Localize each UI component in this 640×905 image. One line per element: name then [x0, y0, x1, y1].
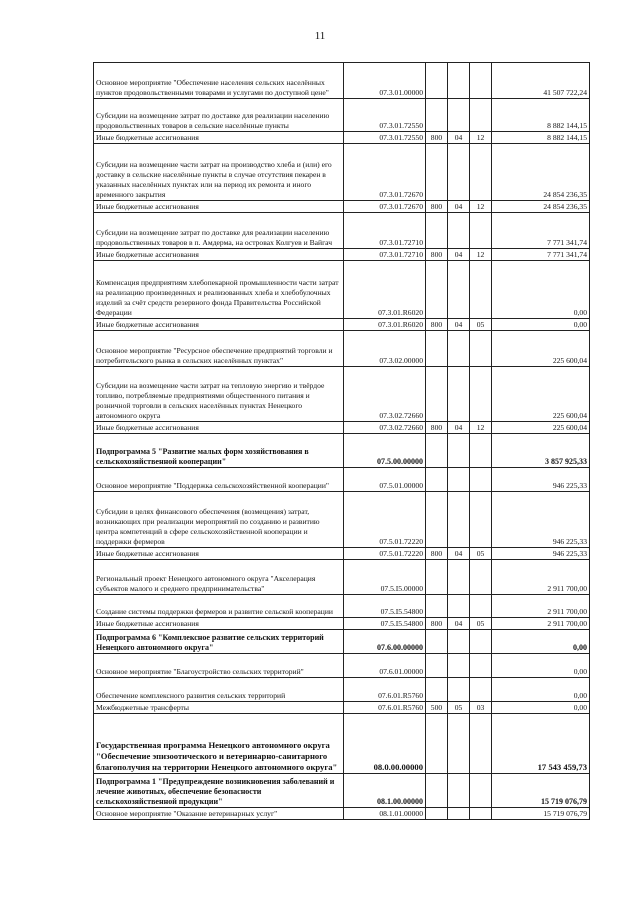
cell-subsection: 03 — [470, 702, 492, 714]
cell-target-code: 07.5.I5.00000 — [344, 560, 426, 595]
cell-subsection — [470, 367, 492, 422]
cell-item-name: Основное мероприятие "Благоустройство сельских территорий" — [94, 654, 344, 678]
cell-amount: 946 225,33 — [492, 548, 590, 560]
cell-target-code: 07.3.01.R6020 — [344, 261, 426, 319]
table-row — [94, 132, 590, 144]
table-row — [94, 434, 590, 468]
cell-target-code: 08.0.00.00000 — [344, 714, 426, 774]
cell-expense-type: 800 — [426, 548, 448, 560]
cell-target-code: 08.1.00.00000 — [344, 774, 426, 808]
cell-amount: 225 600,04 — [492, 367, 590, 422]
cell-section: 04 — [448, 249, 470, 261]
cell-expense-type — [426, 144, 448, 201]
cell-item-name: Субсидии на возмещение затрат по доставке для реализации населению продовольственных товаров в сельские населённые пункты — [94, 99, 344, 132]
cell-section — [448, 63, 470, 99]
cell-subsection — [470, 808, 492, 820]
cell-amount: 17 543 459,73 — [492, 714, 590, 774]
table-row — [94, 213, 590, 249]
cell-subsection — [470, 714, 492, 774]
cell-amount: 2 911 700,00 — [492, 560, 590, 595]
cell-item-name: Субсидии на возмещение части затрат на производство хлеба и (или) его доставку в сельские населённые пункты в случае отсутствия пекарен в указанных населённых пунктах или на период их ремонта и иного временного закрытия — [94, 144, 344, 201]
cell-subsection — [470, 678, 492, 702]
table-row — [94, 367, 590, 422]
table-row — [94, 492, 590, 548]
cell-expense-type: 500 — [426, 702, 448, 714]
cell-target-code: 07.6.01.00000 — [344, 654, 426, 678]
cell-subsection: 05 — [470, 618, 492, 630]
cell-expense-type: 800 — [426, 249, 448, 261]
cell-amount: 3 857 925,33 — [492, 434, 590, 468]
cell-expense-type: 800 — [426, 201, 448, 213]
cell-expense-type — [426, 468, 448, 492]
cell-amount: 8 882 144,15 — [492, 99, 590, 132]
cell-expense-type — [426, 367, 448, 422]
cell-section: 04 — [448, 548, 470, 560]
cell-item-name: Региональный проект Ненецкого автономного округа "Акселерация субъектов малого и среднего предпринимательства" — [94, 560, 344, 595]
cell-item-name: Основное мероприятие "Обеспечение населения сельских населённых пунктов продовольственными товарами и услугами по доступной цене" — [94, 63, 344, 99]
cell-amount: 0,00 — [492, 261, 590, 319]
cell-subsection — [470, 560, 492, 595]
cell-expense-type — [426, 261, 448, 319]
cell-subsection — [470, 99, 492, 132]
cell-amount: 41 507 722,24 — [492, 63, 590, 99]
cell-section: 04 — [448, 201, 470, 213]
table-row — [94, 201, 590, 213]
cell-subsection: 12 — [470, 201, 492, 213]
cell-item-name: Иные бюджетные ассигнования — [94, 422, 344, 434]
cell-item-name: Создание системы поддержки фермеров и развитие сельской кооперации — [94, 595, 344, 618]
cell-subsection — [470, 468, 492, 492]
cell-amount: 0,00 — [492, 678, 590, 702]
cell-item-name: Субсидии на возмещение затрат по доставке для реализации населению продовольственных товаров в п. Амдерма, на островах Колгуев и Вайгач — [94, 213, 344, 249]
cell-section — [448, 595, 470, 618]
cell-expense-type — [426, 331, 448, 367]
table-row — [94, 63, 590, 99]
cell-section: 04 — [448, 319, 470, 331]
cell-section — [448, 808, 470, 820]
cell-subsection — [470, 774, 492, 808]
cell-subsection — [470, 654, 492, 678]
cell-target-code: 07.3.02.00000 — [344, 331, 426, 367]
cell-item-name: Иные бюджетные ассигнования — [94, 249, 344, 261]
table-row — [94, 548, 590, 560]
cell-item-name: Обеспечение комплексного развития сельских территорий — [94, 678, 344, 702]
cell-amount: 8 882 144,15 — [492, 132, 590, 144]
cell-item-name: Подпрограмма 6 "Комплексное развитие сельских территорий Ненецкого автономного округа" — [94, 630, 344, 654]
cell-expense-type — [426, 492, 448, 548]
table-row — [94, 261, 590, 319]
cell-section — [448, 714, 470, 774]
cell-expense-type — [426, 63, 448, 99]
cell-expense-type: 800 — [426, 132, 448, 144]
cell-section: 04 — [448, 618, 470, 630]
table-row — [94, 702, 590, 714]
cell-item-name: Основное мероприятие "Оказание ветеринарных услуг" — [94, 808, 344, 820]
cell-target-code: 07.3.01.72550 — [344, 99, 426, 132]
cell-target-code: 07.3.01.72670 — [344, 201, 426, 213]
cell-target-code: 07.5.I5.54800 — [344, 595, 426, 618]
table-row — [94, 808, 590, 820]
cell-subsection: 05 — [470, 548, 492, 560]
table-row — [94, 595, 590, 618]
cell-target-code: 07.5.01.72220 — [344, 548, 426, 560]
cell-expense-type — [426, 595, 448, 618]
table-row — [94, 319, 590, 331]
cell-expense-type — [426, 654, 448, 678]
cell-subsection: 12 — [470, 132, 492, 144]
cell-section — [448, 774, 470, 808]
cell-amount: 7 771 341,74 — [492, 213, 590, 249]
cell-target-code: 07.6.00.00000 — [344, 630, 426, 654]
cell-item-name: Основное мероприятие "Поддержка сельскохозяйственной кооперации" — [94, 468, 344, 492]
table-row — [94, 144, 590, 201]
cell-expense-type — [426, 213, 448, 249]
cell-subsection — [470, 492, 492, 548]
table-row — [94, 468, 590, 492]
cell-amount: 946 225,33 — [492, 492, 590, 548]
cell-section — [448, 331, 470, 367]
cell-target-code: 07.5.01.72220 — [344, 492, 426, 548]
table-row — [94, 249, 590, 261]
cell-target-code: 08.1.01.00000 — [344, 808, 426, 820]
cell-subsection — [470, 434, 492, 468]
cell-target-code: 07.3.01.72550 — [344, 132, 426, 144]
cell-section — [448, 434, 470, 468]
cell-amount: 2 911 700,00 — [492, 595, 590, 618]
cell-item-name: Иные бюджетные ассигнования — [94, 132, 344, 144]
cell-target-code: 07.6.01.R5760 — [344, 678, 426, 702]
cell-section — [448, 654, 470, 678]
cell-target-code: 07.5.I5.54800 — [344, 618, 426, 630]
cell-amount: 24 854 236,35 — [492, 144, 590, 201]
cell-expense-type — [426, 774, 448, 808]
cell-amount: 15 719 076,79 — [492, 808, 590, 820]
cell-subsection — [470, 213, 492, 249]
cell-amount: 946 225,33 — [492, 468, 590, 492]
table-row — [94, 331, 590, 367]
cell-section: 04 — [448, 422, 470, 434]
table-row — [94, 714, 590, 774]
cell-amount: 15 719 076,79 — [492, 774, 590, 808]
budget-table-body — [94, 63, 590, 820]
cell-item-name: Иные бюджетные ассигнования — [94, 548, 344, 560]
cell-item-name: Иные бюджетные ассигнования — [94, 618, 344, 630]
cell-target-code: 07.3.01.72710 — [344, 213, 426, 249]
table-row — [94, 654, 590, 678]
cell-expense-type — [426, 714, 448, 774]
cell-amount: 0,00 — [492, 630, 590, 654]
cell-item-name: Подпрограмма 5 "Развитие малых форм хозяйствования в сельскохозяйственной кооперации" — [94, 434, 344, 468]
cell-section — [448, 492, 470, 548]
cell-target-code: 07.3.02.72660 — [344, 422, 426, 434]
budget-table — [93, 62, 590, 820]
cell-target-code: 07.3.01.72670 — [344, 144, 426, 201]
cell-amount: 24 854 236,35 — [492, 201, 590, 213]
cell-target-code: 07.6.01.R5760 — [344, 702, 426, 714]
cell-expense-type — [426, 630, 448, 654]
cell-expense-type: 800 — [426, 319, 448, 331]
cell-amount: 0,00 — [492, 702, 590, 714]
table-row — [94, 630, 590, 654]
cell-section: 05 — [448, 702, 470, 714]
cell-expense-type — [426, 434, 448, 468]
cell-item-name: Подпрограмма 1 "Предупреждение возникновения заболеваний и лечение животных, обеспечение безопасности сельскохозяйственной продукции" — [94, 774, 344, 808]
cell-section — [448, 261, 470, 319]
cell-section — [448, 99, 470, 132]
cell-amount: 225 600,04 — [492, 331, 590, 367]
cell-target-code: 07.5.00.00000 — [344, 434, 426, 468]
cell-target-code: 07.3.02.72660 — [344, 367, 426, 422]
cell-subsection: 12 — [470, 422, 492, 434]
cell-target-code: 07.3.01.00000 — [344, 63, 426, 99]
table-row — [94, 678, 590, 702]
cell-section — [448, 213, 470, 249]
cell-subsection — [470, 63, 492, 99]
table-row — [94, 774, 590, 808]
cell-section — [448, 367, 470, 422]
cell-expense-type — [426, 678, 448, 702]
cell-subsection — [470, 630, 492, 654]
cell-subsection: 05 — [470, 319, 492, 331]
cell-item-name: Межбюджетные трансферты — [94, 702, 344, 714]
cell-item-name: Основное мероприятие "Ресурсное обеспечение предприятий торговли и потребительского рынка в сельских населённых пунктах" — [94, 331, 344, 367]
cell-target-code: 07.3.01.R6020 — [344, 319, 426, 331]
table-row — [94, 99, 590, 132]
cell-expense-type: 800 — [426, 618, 448, 630]
cell-subsection — [470, 595, 492, 618]
cell-item-name: Компенсация предприятиям хлебопекарной промышленности части затрат на реализацию произведенных и реализованных хлеба и хлебобулочных изделий за счёт средств резервного фонда Правительства Российской Федерации — [94, 261, 344, 319]
cell-section — [448, 630, 470, 654]
cell-expense-type — [426, 808, 448, 820]
cell-item-name: Субсидии на возмещение части затрат на тепловую энергию и твёрдое топливо, потребляемые предприятиями общественного питания и розничной торговли в сельских населённых пунктах Ненецкого автономного округа — [94, 367, 344, 422]
cell-subsection: 12 — [470, 249, 492, 261]
cell-section — [448, 144, 470, 201]
table-row — [94, 560, 590, 595]
cell-amount: 0,00 — [492, 319, 590, 331]
cell-expense-type — [426, 99, 448, 132]
cell-expense-type — [426, 560, 448, 595]
cell-expense-type: 800 — [426, 422, 448, 434]
cell-section: 04 — [448, 132, 470, 144]
cell-item-name: Субсидии в целях финансового обеспечения (возмещения) затрат, возникающих при реализации мероприятий по созданию и развитию центра компетенций в сфере сельскохозяйственной кооперации и поддержки фермеров — [94, 492, 344, 548]
cell-amount: 225 600,04 — [492, 422, 590, 434]
cell-amount: 0,00 — [492, 654, 590, 678]
table-row — [94, 422, 590, 434]
cell-subsection — [470, 144, 492, 201]
cell-subsection — [470, 261, 492, 319]
table-row — [94, 618, 590, 630]
cell-item-name: Иные бюджетные ассигнования — [94, 201, 344, 213]
cell-target-code: 07.5.01.00000 — [344, 468, 426, 492]
cell-section — [448, 468, 470, 492]
cell-item-name: Государственная программа Ненецкого автономного округа "Обеспечение эпизоотического и ветеринарно-санитарного благополучия на территории Ненецкого автономного округа" — [94, 714, 344, 774]
cell-amount: 7 771 341,74 — [492, 249, 590, 261]
cell-section — [448, 560, 470, 595]
page-number: 11 — [314, 30, 326, 42]
cell-target-code: 07.3.01.72710 — [344, 249, 426, 261]
cell-amount: 2 911 700,00 — [492, 618, 590, 630]
cell-section — [448, 678, 470, 702]
cell-subsection — [470, 331, 492, 367]
cell-item-name: Иные бюджетные ассигнования — [94, 319, 344, 331]
